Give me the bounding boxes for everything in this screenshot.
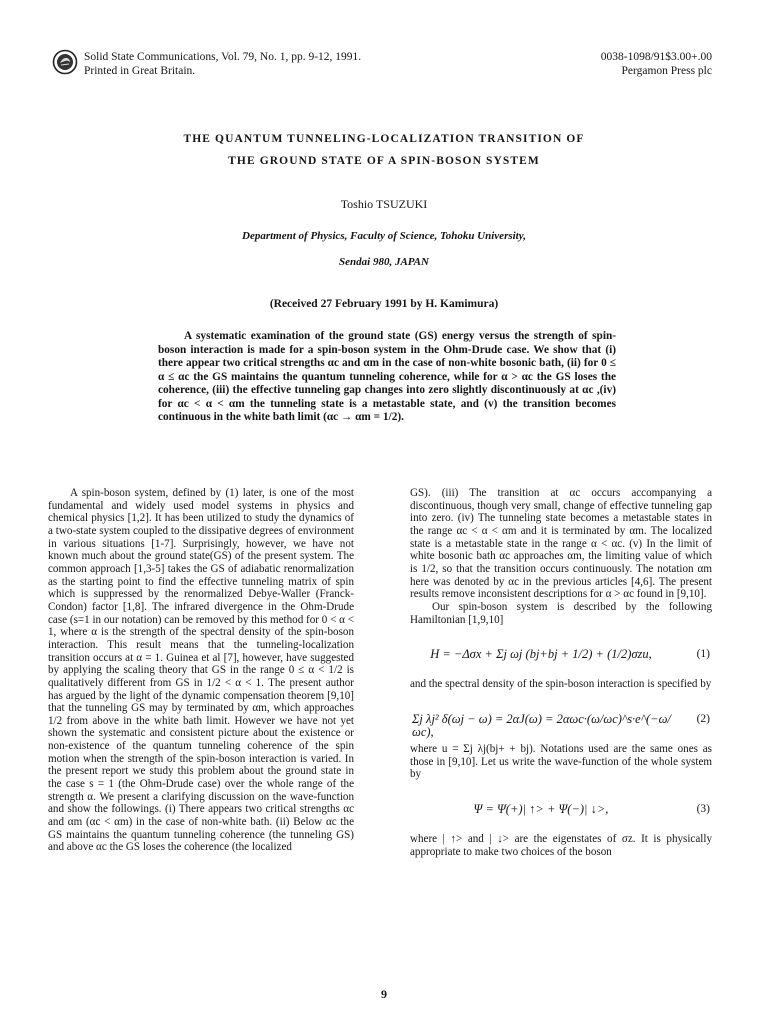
equation-2-number: (2) xyxy=(696,712,710,725)
publisher-name: Pergamon Press plc xyxy=(621,65,712,77)
paragraph-continued: GS). (iii) The transition at αc occurs accompanying a discontinuous, though very small, change of effective tunneling gap into zero. (iv) The tunneling state becomes a metastable states in the range αc < α < αm and it is terminated by αm. The localized state is a metastable state in the range α < αc. (v) In the limit of white bosonic bath αc approaches αm, the limiting value of which is 1/2, so that the transition occurs continuously. The notation αm here was denoted by αc in the previous articles [4,6]. The present results remove inconsistent descriptions for α > αc found in [9,10]. xyxy=(410,487,712,601)
intro-paragraph: A spin-boson system, defined by (1) later, is one of the most fundamental and widely used model systems in physics and chemical physics [1,2]. It has been utilized to study the dynamics of a two-state system coupled to the dissipative degrees of environment in various situations [1-7]. Surprisingly, however, we have not known much about the ground state(GS) of the present system. The common approach [1,3-5] takes the GS of adiabatic renormalization as the starting point to find the effective tunneling matrix of spin which is suppressed by the renormalized Debye-Waller (Franck-Condon) factor [1,8]. The infrared divergence in the Ohm-Drude case (s=1 in our notation) can be removed by this method for 0 < α < 1, where α is the strength of the spectral density of the spin-boson interaction. This result means that the tunneling-localization transition occurs at α = 1. Guinea et al [7], however, have suggested by applying the scaling theory that GS in the range 0 ≤ α < 1/2 is qualitatively different from GS in 1/2 < α < 1. The present author has argued by the light of the dynamic compensation theorem [9,10] that the tunneling GS may by terminated by αm, which approaches 1/2 from above in the white bath limit. However we have not yet shown the systematic and consistent picture about the existence or non-existence of the quantum tunneling coherence of the spin motion when the strength of the spin-boson interaction is varied. In the present report we study this problem about the ground state in the case s = 1 (the Ohm-Drude case) over the whole range of the strength α. We present a clarifying discussion on the wave-function and show the followings. (i) There appears two critical strengths αc and αm (αc < αm) in the case of non-white bath. (ii) Below αc the GS maintains the quantum tunneling coherence (the tunneling GS) and above αc the GS loses the coherence (the localized xyxy=(48,487,354,854)
equation-1-formula: H = −Δσx + Σj ωj (bj+bj + 1/2) + (1/2)σzu, xyxy=(430,647,652,662)
spectral-density-intro: and the spectral density of the spin-boson interaction is specified by xyxy=(410,678,712,691)
abstract-text: A systematic examination of the ground state (GS) energy versus the strength of spin-boson interaction is made for a spin-boson system in the Ohm-Drude case. We show that (i) there appear two critical strengths αc and αm in the case of non-white bosonic bath, (ii) for 0 ≤ α ≤ αc the GS maintains the quantum tunneling coherence, while for α > αc the GS loses the coherence, (iii) the effective tunneling gap changes into zero slightly discontinuously at αc ,(iv) for αc < α < αm the tunneling state is a metastable state, and (v) the transition becomes continuous in the white bath limit (αc → αm = 1/2). xyxy=(158,330,616,423)
journal-header xyxy=(52,50,361,78)
received-date: (Received 27 February 1991 by H. Kamimura) xyxy=(269,298,499,310)
right-column xyxy=(410,487,712,858)
hamiltonian-intro: Our spin-boson system is described by the following Hamiltonian [1,9,10] xyxy=(410,600,712,626)
notation-paragraph: where u = Σj λj(bj+ + bj). Notations used are the same ones as those in [9,10]. Let us write the wave-function of the whole system by xyxy=(410,742,712,781)
abstract xyxy=(158,330,616,425)
equation-1 xyxy=(410,640,712,674)
paper-title xyxy=(0,128,768,172)
equation-3-formula: Ψ = Ψ(+)| ↑> + Ψ(−)| ↓>, xyxy=(473,801,609,816)
page-number: 9 xyxy=(381,987,387,1001)
equation-3-number: (3) xyxy=(696,802,710,815)
left-column xyxy=(48,487,354,854)
affiliation xyxy=(0,223,768,275)
equation-1-number: (1) xyxy=(696,648,710,661)
affiliation-line-1: Department of Physics, Faculty of Science, Tohoku University, xyxy=(242,230,526,242)
copyright-code xyxy=(601,50,712,78)
journal-citation: Solid State Communications, Vol. 79, No. 1, pp. 9-12, 1991. xyxy=(84,51,362,63)
affiliation-line-2: Sendai 980, JAPAN xyxy=(339,256,429,268)
author-name: Toshio TSUZUKI xyxy=(340,197,428,211)
publisher-logo-icon xyxy=(52,49,78,75)
eigenstates-paragraph: where | ↑> and | ↓> are the eigenstates of σz. It is physically appropriate to make two choices of the boson xyxy=(410,832,712,858)
article-code: 0038-1098/91$3.00+.00 xyxy=(600,51,712,63)
equation-2 xyxy=(410,705,712,739)
title-line-2: THE GROUND STATE OF A SPIN-BOSON SYSTEM xyxy=(228,155,540,167)
equation-3 xyxy=(410,795,712,829)
title-line-1: THE QUANTUM TUNNELING-LOCALIZATION TRANSITION OF xyxy=(183,133,585,145)
equation-2-formula: Σj λj² δ(ωj − ω) = 2αJ(ω) = 2αωc·(ω/ωc)^s·e^(−ω/ωc), xyxy=(412,711,671,739)
printed-in: Printed in Great Britain. xyxy=(84,65,196,77)
